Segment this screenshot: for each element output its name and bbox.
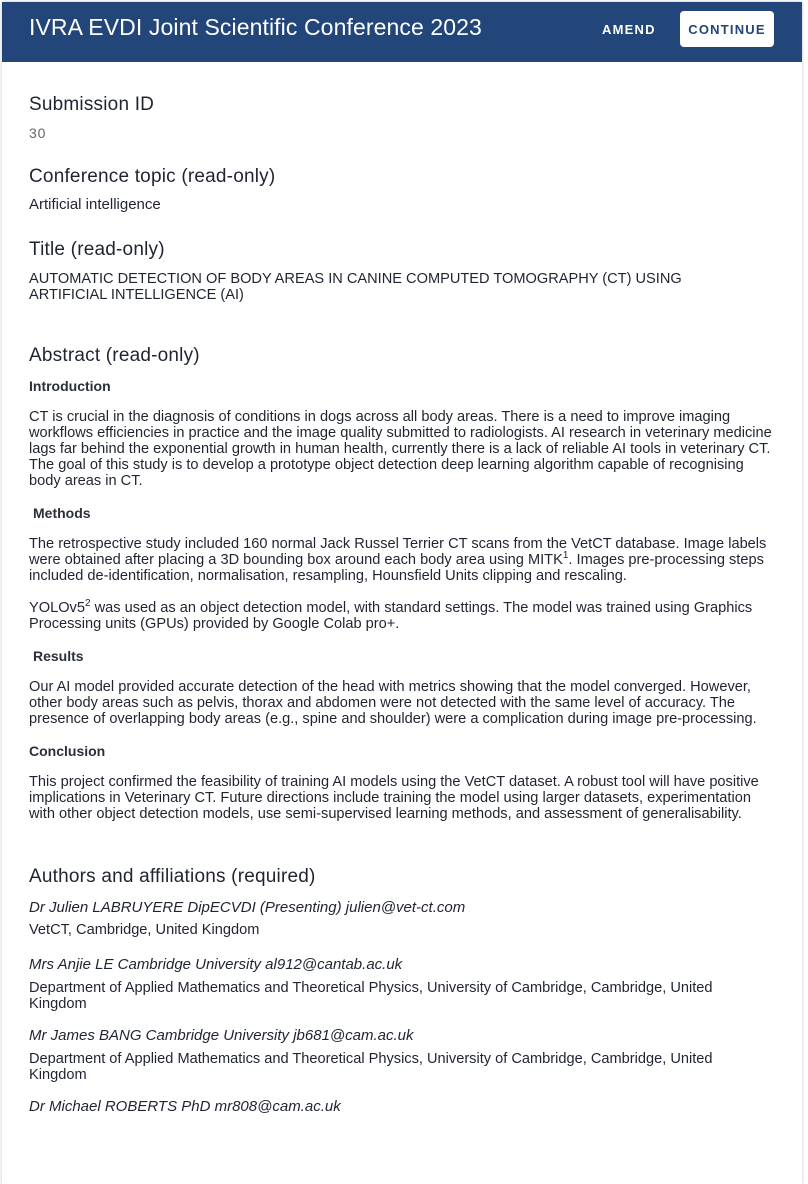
author-affiliation: Department of Applied Mathematics and Theoretical Physics, University of Cambridge, Cambridge, United Kingdom xyxy=(29,980,713,1012)
top-app-bar xyxy=(2,2,802,62)
author-name: Dr Michael ROBERTS PhD mr808@cam.ac.uk xyxy=(29,1098,341,1115)
results-heading: Results xyxy=(33,648,84,664)
methods-footnote-2: 2 xyxy=(84,598,91,610)
conclusion-text: This project confirmed the feasibility of training AI models using the VetCT dataset. A robust tool will have positive implications in Veterinary CT. Future directions include training the model using larger datasets, experimentation with other object detection models, use semi-supervised learning methods, and assessment of generalisability. xyxy=(29,774,759,822)
introduction-heading: Introduction xyxy=(29,378,111,394)
methods-paragraph-1 xyxy=(29,536,779,584)
abstract-label: Abstract (read-only) xyxy=(29,345,200,366)
author-entry xyxy=(29,1098,779,1115)
title-label: Title (read-only) xyxy=(29,239,165,260)
methods-heading: Methods xyxy=(33,505,91,521)
methods-p1-text: The retrospective study included 160 normal Jack Russel Terrier CT scans from the VetCT database. Image labels were obtained after placing a 3D bounding box around each body area using MITK xyxy=(29,536,767,568)
conclusion-heading: Conclusion xyxy=(29,743,106,759)
topic-label: Conference topic (read-only) xyxy=(29,166,276,187)
amend-button[interactable]: AMEND xyxy=(602,22,656,37)
methods-footnote-1: 1 xyxy=(562,550,569,562)
introduction-text: CT is crucial in the diagnosis of conditions in dogs across all body areas. There is a need to improve imaging workflows efficiencies in practice and the image quality submitted to radiologists. AI research in veterinary medicine lags far behind the exponential growth in human health, currently there is a lack of reliable AI tools in veterinary CT. The goal of this study is to develop a prototype object detection deep learning algorithm capable of recognising body areas in CT. xyxy=(29,409,772,489)
author-name: Mr James BANG Cambridge University jb681@cam.ac.uk xyxy=(29,1027,414,1044)
conference-title: IVRA EVDI Joint Scientific Conference 2023 xyxy=(29,14,482,40)
page-frame xyxy=(2,2,802,1184)
authors-label: Authors and affiliations (required) xyxy=(29,866,316,887)
methods-p1-text-end: . Images pre-processing steps included de-identification, normalisation, resampling, Hounsfield Units clipping and rescaling. xyxy=(29,552,764,584)
author-affiliation: Department of Applied Mathematics and Theoretical Physics, University of Cambridge, Cambridge, United Kingdom xyxy=(29,1051,713,1083)
author-entry xyxy=(29,956,779,1012)
submission-content xyxy=(2,62,779,1115)
author-entry xyxy=(29,899,779,938)
results-text: Our AI model provided accurate detection of the head with metrics showing that the model converged. However, other body areas such as pelvis, thorax and abdomen were not detected with the same level of accuracy. The presence of overlapping body areas (e.g., spine and shoulder) were a complication during image pre-processing. xyxy=(29,679,757,727)
author-name: Dr Julien LABRUYERE DipECVDI (Presenting) julien@vet-ct.com xyxy=(29,899,466,916)
author-affiliation: VetCT, Cambridge, United Kingdom xyxy=(29,922,260,938)
methods-p2-text-end: was used as an object detection model, with standard settings. The model was trained using Graphics Processing units (GPUs) provided by Google Colab pro+. xyxy=(29,600,753,632)
methods-paragraph-2 xyxy=(29,600,779,632)
author-name: Mrs Anjie LE Cambridge University al912@cantab.ac.uk xyxy=(29,956,403,973)
author-entry xyxy=(29,1027,779,1083)
topic-value: Artificial intelligence xyxy=(29,196,161,213)
methods-p2-text: YOLOv5 xyxy=(29,600,85,616)
submission-id-value: 30 xyxy=(29,125,47,141)
title-value: AUTOMATIC DETECTION OF BODY AREAS IN CANINE COMPUTED TOMOGRAPHY (CT) USING ARTIFICIAL INTELLIGENCE (AI) xyxy=(29,271,682,303)
continue-button[interactable]: CONTINUE xyxy=(680,11,774,47)
submission-id-label: Submission ID xyxy=(29,94,155,115)
